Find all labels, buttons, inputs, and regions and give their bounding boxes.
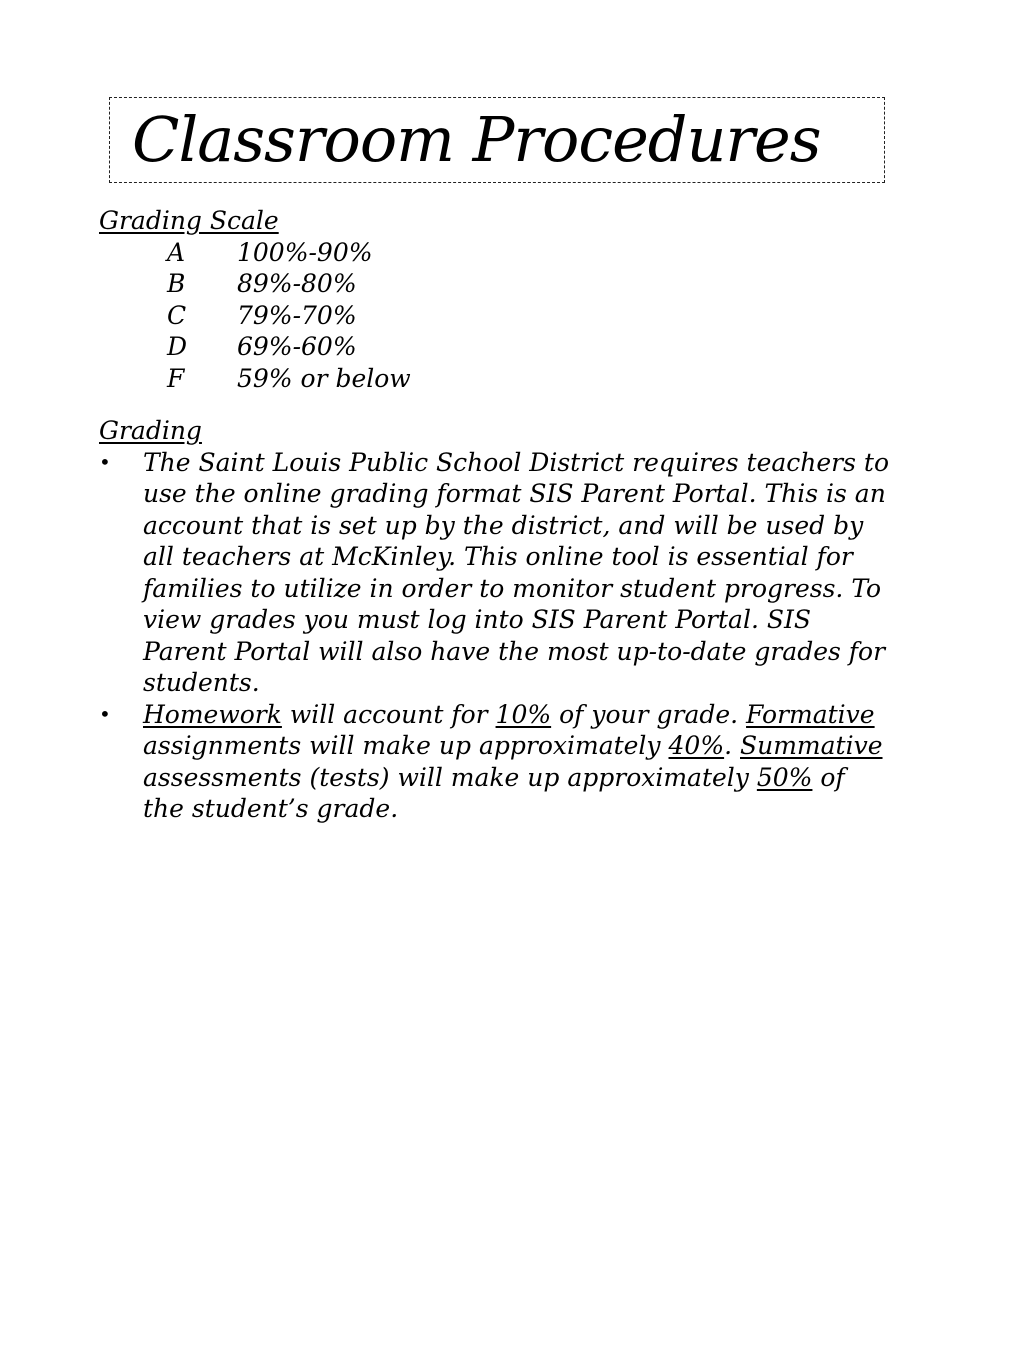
grading-bullet-list (99, 447, 899, 825)
page-title: Classroom Procedures (132, 103, 821, 176)
bullet-icon: • (99, 701, 111, 726)
grading-scale-table (99, 237, 899, 395)
bullet-text: assignments will make up approximately (143, 731, 669, 760)
formative-percent: 40% (668, 731, 725, 760)
grading-scale-row (99, 237, 899, 269)
list-item (99, 699, 893, 825)
homework-label: Homework (143, 699, 282, 729)
bullet-icon: • (99, 449, 111, 474)
grading-scale-row (99, 268, 899, 300)
section-spacer (99, 394, 899, 415)
grade-range: 69%-60% (237, 332, 357, 361)
grade-letter: D (167, 332, 188, 361)
summative-label: Summative (740, 731, 883, 760)
sis-parent-portal-text: The Saint Louis Public School District requires teachers to use the online grading format SIS Parent Portal. This is an account that is set up by the district, and will be used by all teachers at McKinley. This online tool is essential for families to utilize in order to monitor student progress. To view grades you must log into SIS Parent Portal. SIS Parent Portal will also have the most up-to-date grades for students. (143, 447, 889, 697)
summative-percent: 50% (756, 762, 813, 792)
grading-scale-heading: Grading Scale (99, 206, 279, 235)
list-item (99, 447, 893, 699)
document-body (99, 205, 899, 825)
grade-letter: C (167, 300, 187, 330)
grade-range: 89%-80% (237, 269, 357, 298)
bullet-text: assessments (tests) will make up approximately (143, 762, 757, 792)
grade-range: 100%-90% (237, 237, 373, 267)
formative-label: Formative (746, 699, 875, 729)
grade-letter: F (167, 363, 185, 393)
bullet-text: of the student’s grade. (143, 762, 845, 823)
bullet-text: . (724, 731, 740, 760)
grading-scale-row (99, 300, 899, 332)
grading-heading: Grading (99, 416, 202, 445)
grade-letter: B (167, 269, 186, 298)
grading-scale-row (99, 363, 899, 395)
grading-scale-row (99, 331, 899, 363)
grade-range: 59% or below (237, 363, 411, 393)
homework-percent: 10% (495, 699, 552, 729)
bullet-text: of your grade. (551, 699, 747, 729)
grade-letter: A (167, 237, 186, 267)
bullet-text: will account for (281, 699, 496, 729)
grade-range: 79%-70% (237, 300, 357, 330)
title-box (109, 97, 885, 183)
